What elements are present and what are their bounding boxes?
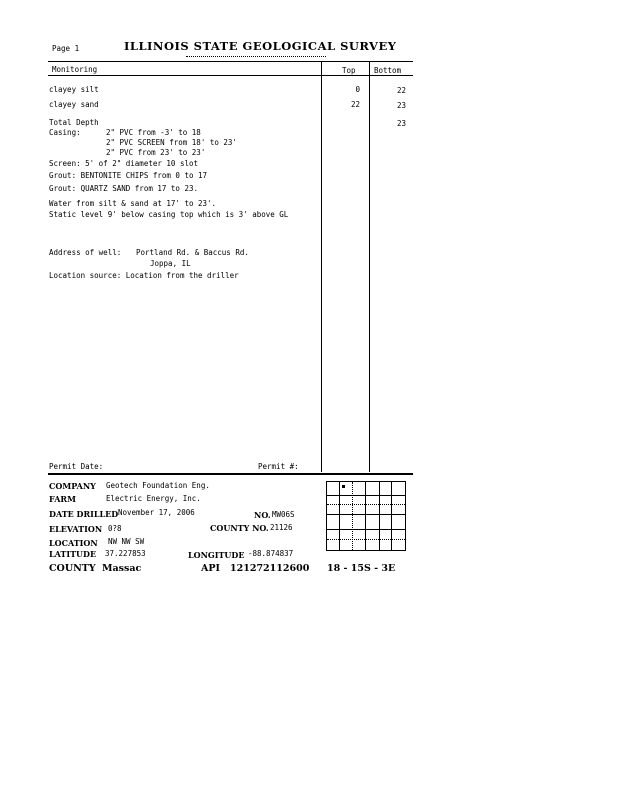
api-label: API <box>201 563 220 574</box>
longitude-label: LONGITUDE <box>188 550 245 560</box>
stratum-2-top: 22 <box>350 100 360 109</box>
stratum-2-description: clayey sand <box>49 100 99 109</box>
stratum-1-bottom: 22 <box>396 86 406 95</box>
column-header-top: Top <box>342 66 356 75</box>
stratum-1-top: 0 <box>355 85 360 94</box>
county-label: COUNTY <box>49 563 96 574</box>
county-no-value: 21126 <box>270 523 293 532</box>
date-drilled-value: November 17, 2006 <box>118 508 195 517</box>
address-line-2: Joppa, IL <box>150 259 191 268</box>
casing-line-2: 2" PVC SCREEN from 18' to 23' <box>106 138 237 147</box>
static-level-line: Static level 9' below casing top which is 3' above GL <box>49 210 289 219</box>
location-label: LOCATION <box>49 538 98 548</box>
column-divider-top <box>321 61 322 472</box>
permit-number-label: Permit #: <box>258 462 299 471</box>
api-value: 121272112600 <box>230 563 310 574</box>
screen-line: Screen: 5' of 2" diameter 10 slot <box>49 159 199 168</box>
footer-rule <box>48 473 413 475</box>
company-label: COMPANY <box>49 481 96 491</box>
latitude-label: LATITUDE <box>49 549 97 559</box>
casing-line-3: 2" PVC from 23' to 23' <box>106 148 206 157</box>
farm-value: Electric Energy, Inc. <box>106 494 201 503</box>
page-number: Page 1 <box>52 44 80 53</box>
well-location-marker <box>342 485 345 488</box>
stratum-1-description: clayey silt <box>49 85 99 94</box>
title-underline <box>186 56 326 57</box>
location-value: NW NW SW <box>108 537 145 546</box>
grout-line-1: Grout: BENTONITE CHIPS from 0 to 17 <box>49 171 208 180</box>
section-locator-grid <box>326 481 406 551</box>
water-line: Water from silt & sand at 17' to 23'. <box>49 199 217 208</box>
location-source: Location source: Location from the driller <box>49 271 239 280</box>
page-title: ILLINOIS STATE GEOLOGICAL SURVEY <box>124 39 397 53</box>
header-rule <box>48 75 413 76</box>
grout-line-2: Grout: QUARTZ SAND from 17 to 23. <box>49 184 199 193</box>
well-no-value: MW06S <box>272 510 295 519</box>
address-label: Address of well: <box>49 248 122 257</box>
address-line-1: Portland Rd. & Baccus Rd. <box>136 248 249 257</box>
date-drilled-label: DATE DRILLED <box>49 509 119 519</box>
casing-line-1: 2" PVC from -3' to 18 <box>106 128 201 137</box>
column-header-bottom: Bottom <box>374 66 402 75</box>
county-value: Massac <box>102 563 142 574</box>
well-no-label: NO. <box>254 510 271 520</box>
permit-date-label: Permit Date: <box>49 462 104 471</box>
elevation-label: ELEVATION <box>49 524 103 534</box>
total-depth-label: Total Depth <box>49 118 99 127</box>
column-divider-bottom <box>369 61 370 472</box>
column-header-description: Monitoring <box>52 65 98 74</box>
stratum-2-bottom: 23 <box>396 101 406 110</box>
elevation-value: 0?8 <box>108 524 122 533</box>
farm-label: FARM <box>49 494 76 504</box>
top-rule <box>48 61 413 62</box>
township-range-section: 18 - 15S - 3E <box>327 563 396 574</box>
casing-label: Casing: <box>49 128 81 137</box>
county-no-label: COUNTY NO. <box>210 523 269 533</box>
total-depth-value: 23 <box>396 119 406 128</box>
latitude-value: 37.227853 <box>105 549 146 558</box>
longitude-value: -88.874837 <box>248 549 294 558</box>
company-value: Geotech Foundation Eng. <box>106 481 210 490</box>
